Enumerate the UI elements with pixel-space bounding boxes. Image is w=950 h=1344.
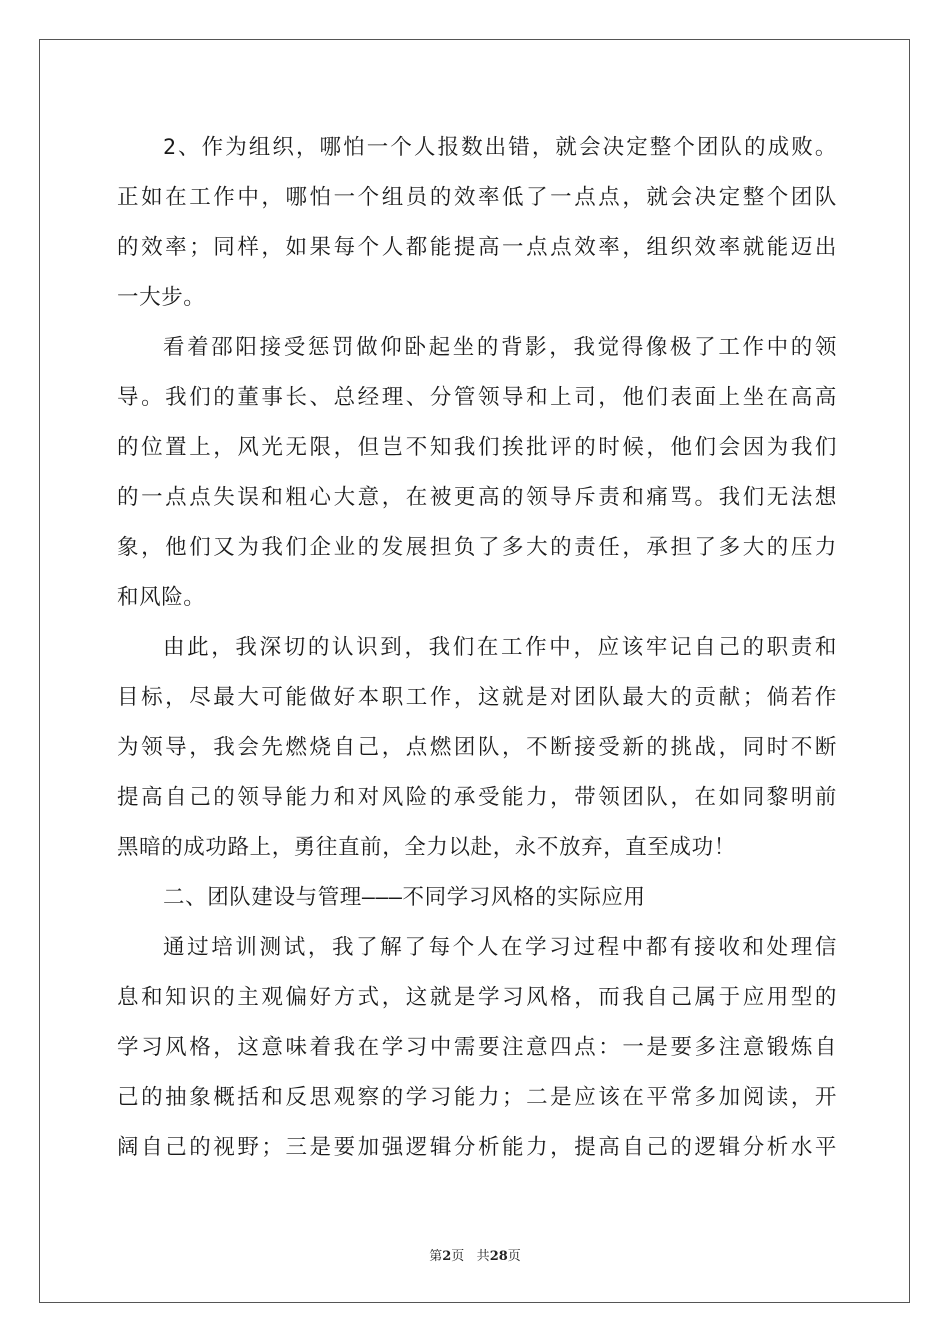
text-line: 一大步。 — [117, 285, 206, 310]
text-line: 的效率；同样，如果每个人都能提高一点点效率，组织效率就能迈出 — [117, 235, 837, 260]
text-line: 的一点点失误和粗心大意，在被更高的领导斥责和痛骂。我们无法想 — [117, 485, 837, 510]
footer-total-unit: 页 — [507, 1249, 521, 1264]
text-line: 提高自己的领导能力和对风险的承受能力，带领团队，在如同黎明前 — [117, 785, 837, 810]
text-line: 2、作为组织，哪怕一个人报数出错，就会决定整个团队的成败。 — [163, 135, 837, 160]
text-line: 的位置上，风光无限，但岂不知我们挨批评的时候，他们会因为我们 — [117, 435, 837, 460]
footer-current-page: 2 — [442, 1249, 452, 1264]
text-line: 目标，尽最大可能做好本职工作，这就是对团队最大的贡献；倘若作 — [117, 685, 837, 710]
footer-total-pages: 28 — [489, 1249, 508, 1264]
document-body — [117, 128, 837, 1178]
text-line: 学习风格，这意味着我在学习中需要注意四点：一是要多注意锻炼自 — [117, 1035, 837, 1060]
footer-page-unit: 页 — [451, 1249, 465, 1264]
text-line: 通过培训测试，我了解了每个人在学习过程中都有接收和处理信 — [163, 935, 837, 960]
text-line: 看着邵阳接受惩罚做仰卧起坐的背影，我觉得像极了工作中的领 — [163, 335, 837, 360]
text-line: 二、团队建设与管理———不同学习风格的实际应用 — [163, 885, 646, 910]
text-line: 己的抽象概括和反思观察的学习能力；二是应该在平常多加阅读，开 — [117, 1085, 837, 1110]
text-line: 正如在工作中，哪怕一个组员的效率低了一点点，就会决定整个团队 — [117, 185, 837, 210]
text-line: 和风险。 — [117, 585, 206, 610]
footer-prefix: 第 — [429, 1249, 443, 1264]
text-line: 由此，我深切的认识到，我们在工作中，应该牢记自己的职责和 — [163, 635, 837, 660]
text-line: 导。我们的董事长、总经理、分管领导和上司，他们表面上坐在高高 — [117, 385, 837, 410]
text-line: 阔自己的视野；三是要加强逻辑分析能力，提高自己的逻辑分析水平 — [117, 1135, 837, 1160]
text-line: 为领导，我会先燃烧自己，点燃团队，不断接受新的挑战，同时不断 — [117, 735, 837, 760]
footer-total-prefix: 共 — [476, 1249, 490, 1264]
page-footer — [0, 1245, 950, 1264]
text-line: 象，他们又为我们企业的发展担负了多大的责任，承担了多大的压力 — [117, 535, 837, 560]
text-line: 黑暗的成功路上，勇往直前，全力以赴，永不放弃，直至成功！ — [117, 835, 736, 860]
text-line: 息和知识的主观偏好方式，这就是学习风格，而我自己属于应用型的 — [117, 985, 837, 1010]
